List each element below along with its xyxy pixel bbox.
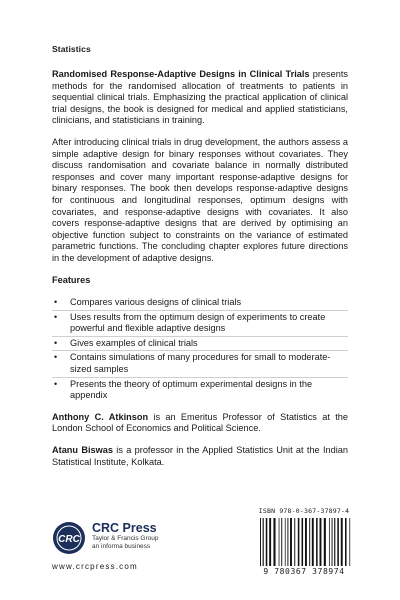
bullet-icon: • (54, 352, 58, 363)
barcode-bar (302, 518, 304, 566)
category-label: Statistics (52, 44, 91, 54)
publisher-name: CRC Press (92, 521, 157, 535)
barcode-bar (294, 518, 295, 566)
publisher-group: Taylor & Francis Group (92, 535, 159, 542)
barcode-bar (337, 518, 339, 566)
book-title: Randomised Response-Adaptive Designs in Clinical Trials (52, 69, 310, 79)
barcode-bar (285, 518, 286, 566)
barcode-bar (334, 518, 335, 566)
cover-text (52, 69, 348, 478)
features-list (52, 296, 348, 402)
summary-paragraph: After introducing clinical trials in drug development, the authors assess a simple adaptive design for binary responses without covariates. They discuss randomisation and covariate balance in normally distributed responses and cover many important response-adaptive designs for binary responses. The book then develops response-adaptive designs for continuous and longitudinal responses, optimum designs with covariates, and response-adaptive designs with covariates. It also covers response-adaptive designs that are derived by optimising an objective function subject to constraints on the variance of estimated parametric functions. The concluding chapter explores future directions in the development of adaptive designs. (52, 136, 348, 263)
barcode-bar (281, 518, 282, 566)
author-bio: is a professor in the Applied Statistics Unit at the Indian Statistical Institute, Kolkata. (52, 445, 348, 467)
svg-text:CRC: CRC (58, 534, 80, 545)
publisher-tagline: an informa business (92, 543, 151, 550)
feature-item: • Uses results from the optimum design of experiments to create powerful and flexible adaptive designs (52, 310, 348, 335)
feature-item: • Contains simulations of many procedures for small to moderate-sized samples (52, 350, 348, 375)
barcode-bar (309, 518, 310, 566)
barcode-bar (341, 518, 343, 566)
barcode-bar (287, 518, 288, 566)
features-heading: Features (52, 274, 91, 285)
barcode-bar (266, 518, 268, 566)
isbn-label: ISBN 978-0-367-37897-4 (258, 507, 350, 515)
publisher-logo (52, 519, 202, 575)
author-name: Anthony C. Atkinson (52, 411, 149, 422)
barcode-bar (349, 518, 350, 566)
intro-text: presents methods for the randomised allocation of treatments to patients in sequential clinical trials. Emphasizing the practical application of clinical trial designs, the book is designed for medical and applied statisticians, clinicians, and statisticians in training. (52, 69, 348, 126)
barcode-bar (332, 518, 333, 566)
feature-item: • Compares various designs of clinical trials (54, 297, 242, 308)
barcode-bar (316, 518, 318, 566)
barcode-bar (305, 518, 307, 566)
barcode-bar (290, 518, 292, 566)
crc-logo-icon (52, 521, 86, 555)
intro-paragraph (52, 69, 348, 127)
bullet-icon: • (54, 297, 58, 308)
author-bio: is an Emeritus Professor of Statistics at the London School of Economics and Political Science. (52, 411, 348, 434)
barcode-bar (269, 518, 271, 566)
barcode-bar (273, 518, 275, 566)
barcode-bars (260, 518, 352, 566)
isbn-barcode (252, 507, 356, 579)
feature-item: • Gives examples of clinical trials (52, 336, 348, 350)
publisher-url: www.crcpress.com (52, 562, 138, 571)
author-name: Atanu Biswas (52, 445, 113, 456)
barcode-bar (279, 518, 280, 566)
barcode-bar (324, 518, 326, 566)
bullet-icon: • (54, 337, 58, 348)
author-bio-atkinson (52, 412, 348, 435)
barcode-bar (320, 518, 322, 566)
barcode-bar (345, 518, 347, 566)
barcode-bar (298, 518, 300, 566)
barcode-bar (312, 518, 314, 566)
feature-item: • Presents the theory of optimum experimental designs in the appendix (52, 377, 348, 402)
barcode-bar (329, 518, 330, 566)
barcode-bar (260, 518, 261, 566)
barcode-bar (263, 518, 264, 566)
barcode-digits: 9 780367 378974 (263, 567, 345, 576)
author-bio-biswas (52, 445, 348, 468)
bullet-icon: • (54, 378, 58, 389)
bullet-icon: • (54, 311, 58, 322)
